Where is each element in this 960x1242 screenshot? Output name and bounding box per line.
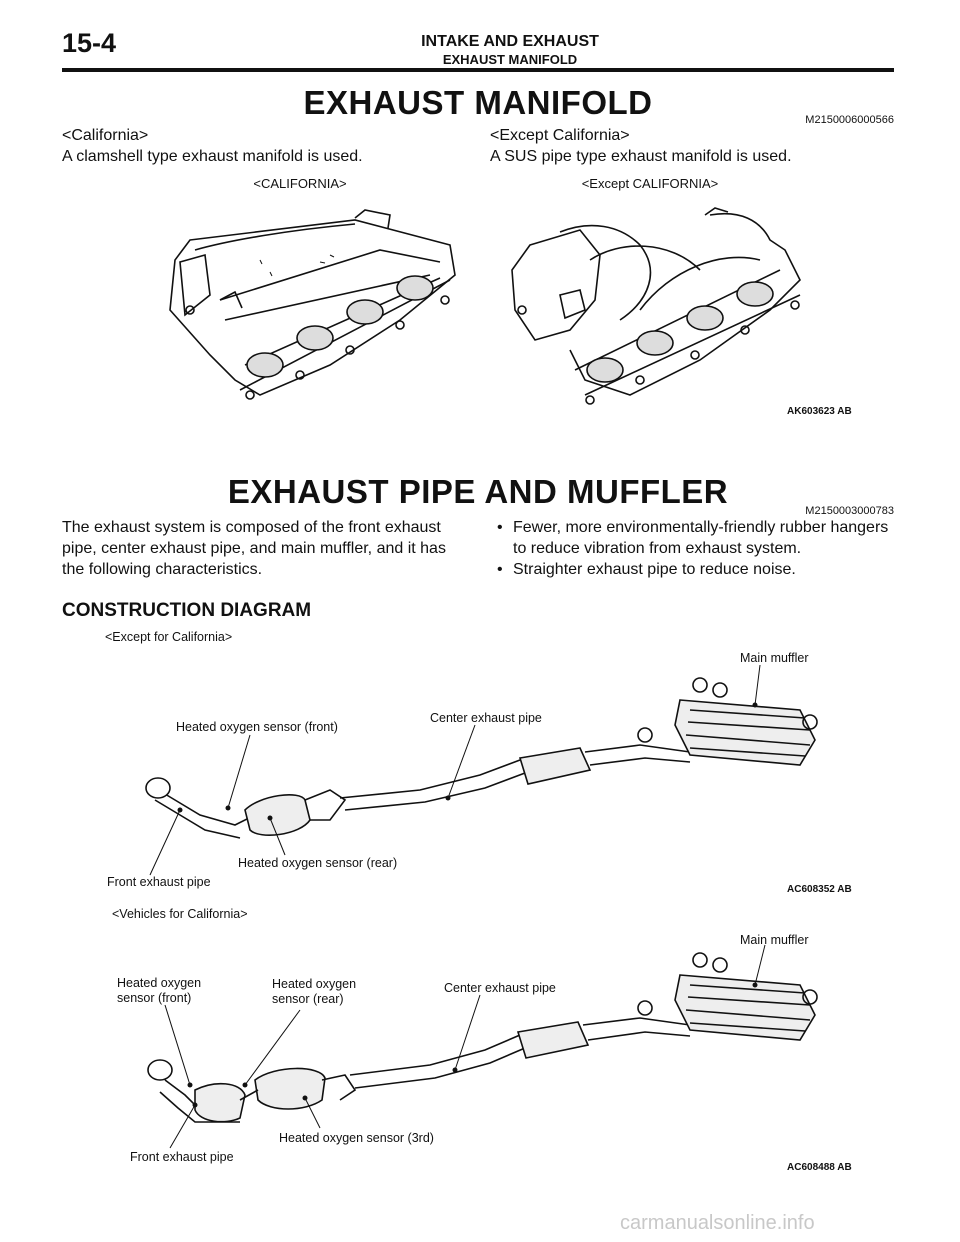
diagram1-label-center-pipe: Center exhaust pipe — [430, 711, 542, 725]
construction-heading: CONSTRUCTION DIAGRAM — [62, 600, 312, 621]
manifold-left-text: A clamshell type exhaust manifold is used. — [62, 148, 363, 165]
figure-id-suffix: AB — [837, 1162, 852, 1173]
figure-id-suffix: AB — [837, 884, 852, 895]
bullet-icon: • — [497, 561, 503, 578]
diagram2-label-ho2s-3rd: Heated oxygen sensor (3rd) — [279, 1131, 434, 1145]
pipe-intro-text: The exhaust system is composed of the front exhaust pipe, center exhaust pipe, and main muffler, and it has the following characteristics. — [62, 519, 446, 578]
diagram2-figure-id — [787, 1162, 852, 1173]
manifold-heading: EXHAUST MANIFOLD — [303, 84, 653, 121]
chapter-title: INTAKE AND EXHAUST — [421, 33, 599, 50]
page-number: 15-4 — [62, 28, 117, 58]
diagram2-label-main-muffler: Main muffler — [740, 933, 809, 947]
diagram2-label-front-pipe: Front exhaust pipe — [130, 1150, 234, 1164]
section-title: EXHAUST MANIFOLD — [442, 52, 578, 67]
feature-text: Straighter exhaust pipe to reduce noise. — [513, 561, 796, 578]
diagram1-label-ho2s-rear: Heated oxygen sensor (rear) — [238, 856, 398, 870]
diagram1-label-ho2s-front: Heated oxygen sensor (front) — [176, 720, 338, 734]
figure-id-number: AC608352 — [787, 884, 835, 895]
feature-text: Fewer, more environmentally-friendly rubber hangers to reduce vibration from exhaust system. — [513, 519, 889, 557]
label-line: sensor (rear) — [272, 992, 344, 1006]
diagram2-label-center-pipe: Center exhaust pipe — [444, 981, 556, 995]
figure-id-number: AC608488 — [787, 1162, 835, 1173]
diagram1-label-main-muffler: Main muffler — [740, 651, 809, 665]
fig-caption-california: <CALIFORNIA> — [253, 176, 347, 191]
diagram1-caption: <Except for California> — [105, 630, 233, 644]
manifold-left-heading: <California> — [62, 127, 149, 144]
figure-id-suffix: AB — [837, 406, 852, 417]
bullet-icon: • — [497, 519, 503, 536]
diagram2-label-ho2s-front — [117, 976, 201, 1006]
manifold-right-text: A SUS pipe type exhaust manifold is used. — [490, 148, 792, 165]
diagram1-label-front-pipe: Front exhaust pipe — [107, 875, 211, 889]
figure-id-number: AK603623 — [787, 406, 835, 417]
label-line: Heated oxygen — [272, 977, 357, 991]
label-line: sensor (front) — [117, 991, 192, 1005]
diagram2-caption: <Vehicles for California> — [112, 907, 248, 921]
watermark: carmanualsonline.info — [620, 1212, 815, 1234]
pipe-muffler-code: M2150003000783 — [805, 505, 894, 517]
manifold-code: M2150006000566 — [805, 114, 894, 126]
label-line: Heated oxygen — [117, 976, 202, 990]
manifold-right-heading: <Except California> — [490, 127, 630, 144]
fig-caption-except-california: <Except CALIFORNIA> — [581, 176, 719, 191]
pipe-muffler-heading: EXHAUST PIPE AND MUFFLER — [227, 473, 729, 510]
diagram2-label-ho2s-rear — [272, 977, 356, 1007]
